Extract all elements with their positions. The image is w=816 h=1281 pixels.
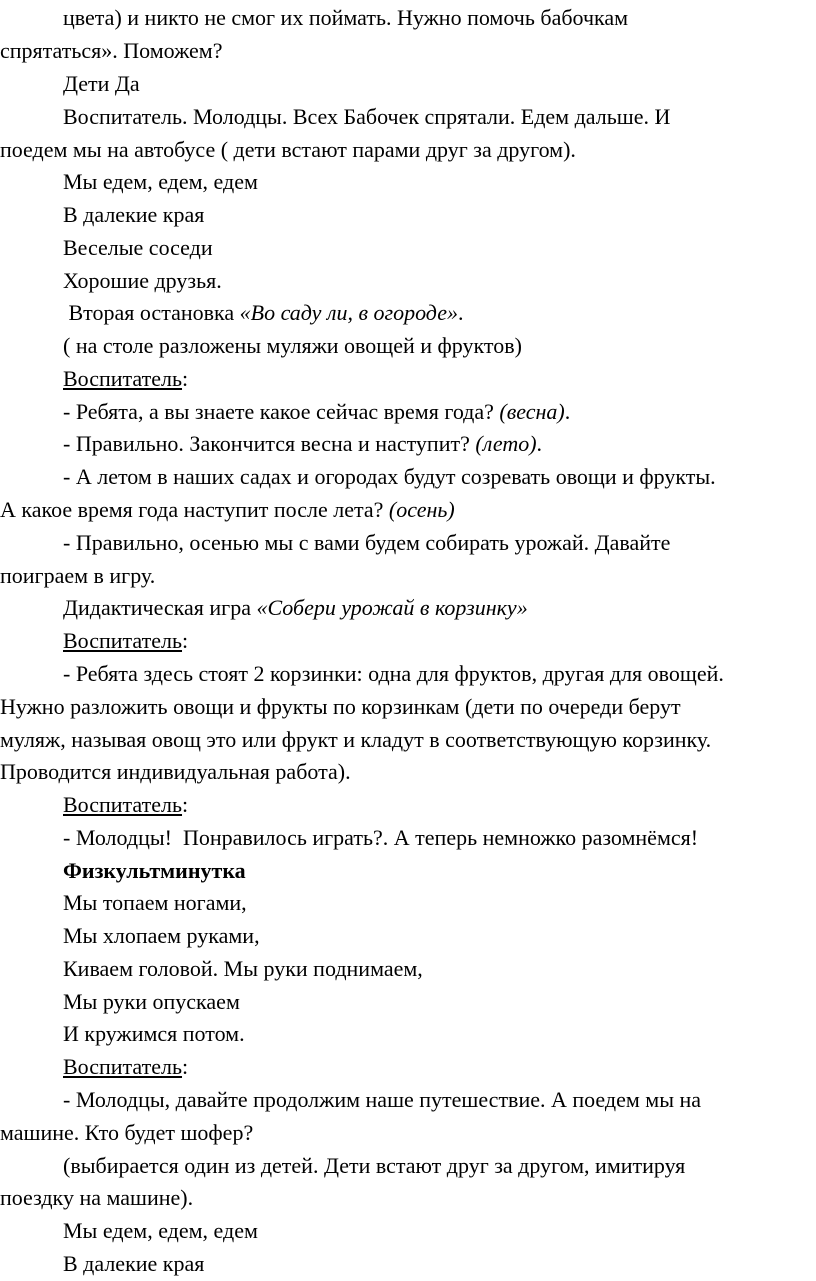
text-line	[0, 494, 816, 527]
text-fragment: Киваем головой. Мы руки поднимаем,	[63, 956, 423, 981]
text-line	[0, 330, 816, 363]
text-fragment: - Правильно. Закончится весна и наступит?	[63, 431, 476, 456]
text-line	[0, 428, 816, 461]
text-line	[0, 101, 816, 134]
text-fragment: :	[182, 628, 189, 653]
speaker-label: Воспитатель	[63, 1054, 183, 1079]
italic-fragment: (лето)	[475, 431, 537, 456]
text-fragment: Хорошие друзья.	[63, 268, 222, 293]
text-line	[0, 1051, 816, 1084]
text-fragment: В далекие края	[63, 1251, 205, 1276]
speaker-label: Воспитатель	[63, 792, 183, 817]
text-fragment: .	[457, 300, 464, 325]
text-fragment: Нужно разложить овощи и фрукты по корзинкам (дети по очереди берут	[0, 694, 681, 719]
text-line	[0, 2, 816, 35]
italic-fragment: «Во саду ли, в огороде»	[239, 300, 458, 325]
text-line	[0, 363, 816, 396]
section-heading: Физкультминутка	[63, 858, 246, 883]
text-line	[0, 1018, 816, 1051]
text-fragment: - Ребята здесь стоят 2 корзинки: одна для фруктов, другая для овощей.	[63, 661, 724, 686]
text-fragment: .	[536, 431, 543, 456]
text-line	[0, 658, 816, 691]
text-fragment: поездку на машине).	[0, 1185, 194, 1210]
text-fragment: Дети Да	[63, 71, 140, 96]
text-line	[0, 1182, 816, 1215]
text-line	[0, 1248, 816, 1281]
text-fragment: поиграем в игру.	[0, 563, 156, 588]
text-fragment: Воспитатель. Молодцы. Всех Бабочек спрятали. Едем дальше. И	[63, 104, 671, 129]
text-fragment: цвета) и никто не смог их поймать. Нужно помочь бабочкам	[63, 5, 629, 30]
text-fragment: Мы едем, едем, едем	[63, 169, 258, 194]
text-fragment: ( на столе разложены муляжи овощей и фруктов)	[63, 333, 522, 358]
text-fragment: машине. Кто будет шофер?	[0, 1120, 254, 1145]
text-fragment: - Правильно, осенью мы с вами будем собирать урожай. Давайте	[63, 530, 671, 555]
text-line	[0, 1150, 816, 1183]
text-fragment: - А летом в наших садах и огородах будут созревать овощи и фрукты.	[63, 464, 716, 489]
text-fragment: Дидактическая игра	[63, 595, 257, 620]
text-line	[0, 625, 816, 658]
speaker-label: Воспитатель	[63, 366, 183, 391]
text-line	[0, 265, 816, 298]
text-line	[0, 35, 816, 68]
text-line	[0, 822, 816, 855]
italic-fragment: «Собери урожай в корзинку»	[256, 595, 528, 620]
text-line	[0, 953, 816, 986]
text-fragment: Мы руки опускаем	[63, 989, 240, 1014]
text-fragment: И кружимся потом.	[63, 1021, 245, 1046]
text-line	[0, 461, 816, 494]
text-line	[0, 527, 816, 560]
text-line	[0, 789, 816, 822]
text-fragment: Вторая остановка	[63, 300, 240, 325]
text-fragment: - Молодцы, давайте продолжим наше путешествие. А поедем мы на	[63, 1087, 702, 1112]
italic-fragment: (осень)	[388, 497, 455, 522]
text-fragment: :	[182, 366, 189, 391]
text-line	[0, 297, 816, 330]
text-line	[0, 232, 816, 265]
text-fragment: (выбирается один из детей. Дети встают друг за другом, имитируя	[63, 1153, 686, 1178]
text-line	[0, 920, 816, 953]
text-fragment: Мы хлопаем руками,	[63, 923, 260, 948]
text-line	[0, 1084, 816, 1117]
italic-fragment: (весна)	[499, 399, 565, 424]
text-fragment: .	[564, 399, 571, 424]
text-line	[0, 592, 816, 625]
text-line	[0, 756, 816, 789]
text-line	[0, 560, 816, 593]
text-fragment: В далекие края	[63, 202, 205, 227]
text-fragment: - Молодцы! Понравилось играть?. А теперь немножко разомнёмся!	[63, 825, 699, 850]
speaker-label: Воспитатель	[63, 628, 183, 653]
text-line	[0, 724, 816, 757]
text-fragment: :	[182, 792, 189, 817]
text-line	[0, 134, 816, 167]
text-line	[0, 887, 816, 920]
text-fragment: муляж, называя овощ это или фрукт и кладут в соответствующую корзинку.	[0, 727, 712, 752]
text-line	[0, 166, 816, 199]
text-line	[0, 855, 816, 888]
text-fragment: Мы топаем ногами,	[63, 890, 247, 915]
text-fragment: Мы едем, едем, едем	[63, 1218, 258, 1243]
text-line	[0, 1117, 816, 1150]
text-line	[0, 396, 816, 429]
text-line	[0, 1215, 816, 1248]
text-fragment: А какое время года наступит после лета?	[0, 497, 389, 522]
text-fragment: спрятаться». Поможем?	[0, 38, 223, 63]
text-fragment: - Ребята, а вы знаете какое сейчас время года?	[63, 399, 500, 424]
text-fragment: поедем мы на автобусе ( дети встают парами друг за другом).	[0, 137, 576, 162]
text-line	[0, 986, 816, 1019]
text-line	[0, 199, 816, 232]
text-fragment: Веселые соседи	[63, 235, 213, 260]
text-line	[0, 691, 816, 724]
text-fragment: Проводится индивидуальная работа).	[0, 759, 351, 784]
text-line	[0, 68, 816, 101]
text-fragment: :	[182, 1054, 189, 1079]
